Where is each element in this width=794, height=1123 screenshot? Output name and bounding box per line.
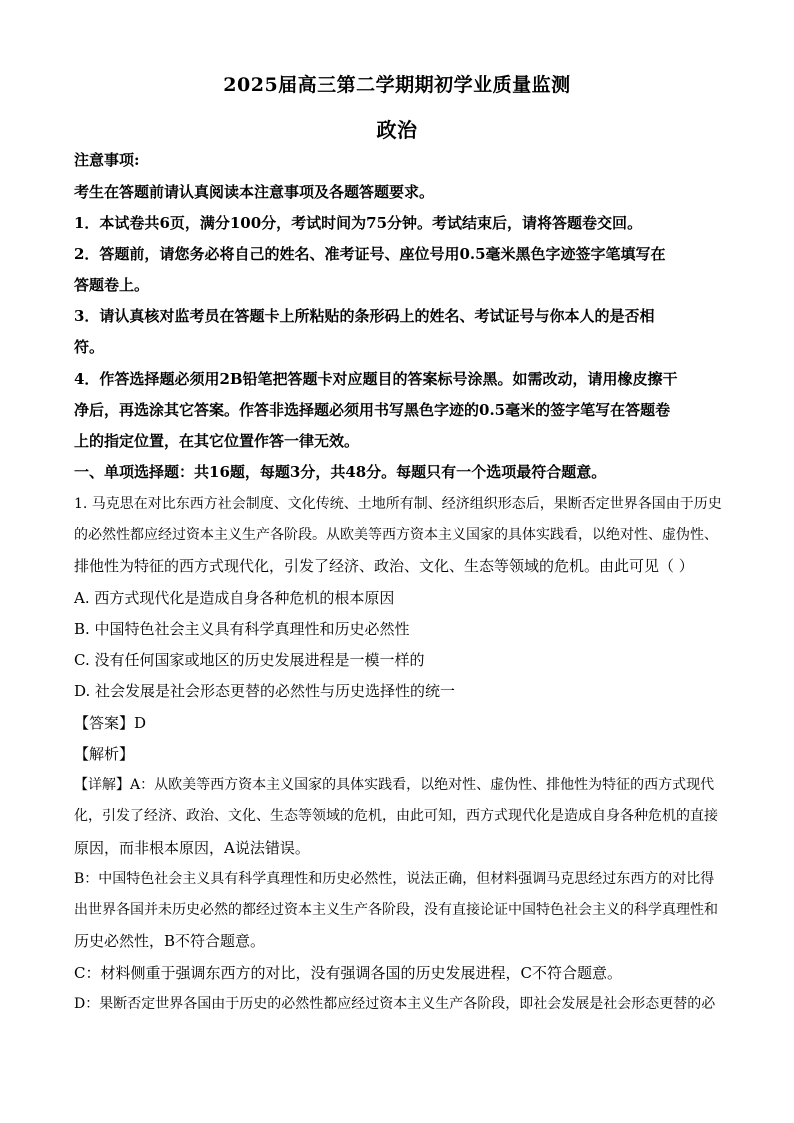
notice-item-2-line-2: 答题卷上。 [74,276,150,294]
detail-b-line-2: 出世界各国并未历史必然的都经过资本主义生产各阶段，没有直接论证中国特色社会主义的科学真理性和 [74,902,718,918]
notice-item-4-line-3: 上的指定位置，在其它位置作答一律无效。 [74,432,360,450]
option-c: C. 没有任何国家或地区的历史发展进程是一模一样的 [74,651,425,669]
notice-item-3-line-2: 符。 [74,338,105,356]
notice-intro: 考生在答题前请认真阅读本注意事项及各题答题要求。 [74,183,435,201]
question-1-stem-line-1: 1. 马克思在对比东西方社会制度、文化传统、土地所有制、经济组织形态后，果断否定世界各国由于历史 [74,496,722,512]
answer-label: 【答案】D [74,714,147,732]
notice-item-4-line-2: 净后，再选涂其它答案。作答非选择题必须用书写黑色字迹的0.5毫米的签字笔写在答题卷 [74,401,671,419]
detail-b-line-1: B：中国特色社会主义具有科学真理性和历史必然性，说法正确，但材料强调马克思经过东西方的对比得 [74,871,715,887]
notice-item-3-line-1: 3．请认真核对监考员在答题卡上所粘贴的条形码上的姓名、考试证号与你本人的是否相 [74,307,655,325]
option-a: A. 西方式现代化是造成自身各种危机的根本原因 [74,589,395,607]
subject-title: 政治 [376,118,418,142]
detail-d-line-1: D：果断否定世界各国由于历史的必然性都应经过资本主义生产各阶段，即社会发展是社会形态更替的必 [74,996,716,1012]
exam-title: 2025届高三第二学期期初学业质量监测 [223,74,571,96]
detail-c-line-1: C：材料侧重于强调东西方的对比，没有强调各国的历史发展进程，C不符合题意。 [74,964,622,982]
question-1-stem-line-2: 的必然性都应经过资本主义生产各阶段。从欧美等西方资本主义国家的具体实践看，以绝对性、虚伪性、 [74,527,718,543]
detail-a-line-2: 化，引发了经济、政治、文化、生态等领域的危机，由此可知，西方式现代化是造成自身各种危机的直接 [74,808,718,824]
detail-a-line-1: 【详解】A：从欧美等西方资本主义国家的具体实践看，以绝对性、虚伪性、排他性为特征的西方式现代 [74,777,715,793]
notice-heading: 注意事项: [74,151,140,169]
detail-b-line-3: 历史必然性，B不符合题意。 [74,932,266,950]
section-heading: 一、单项选择题：共16题，每题3分，共48分。每题只有一个选项最符合题意。 [74,463,607,481]
notice-item-1: 1．本试卷共6页，满分100分，考试时间为75分钟。考试结束后，请将答题卷交回。 [74,214,643,232]
notice-item-2-line-1: 2．答题前，请您务必将自己的姓名、准考证号、座位号用0.5毫米黑色字迹签字笔填写在 [74,245,666,263]
option-b: B. 中国特色社会主义具有科学真理性和历史必然性 [74,620,410,638]
notice-item-4-line-1: 4．作答选择题必须用2B铅笔把答题卡对应题目的答案标号涂黑。如需改动，请用橡皮擦干 [74,370,678,388]
option-d: D. 社会发展是社会形态更替的必然性与历史选择性的统一 [74,682,456,700]
detail-a-line-3: 原因，而非根本原因，A说法错误。 [74,839,310,857]
analysis-label: 【解析】 [74,745,135,763]
question-1-stem-line-3: 排他性为特征的西方式现代化，引发了经济、政治、文化、生态等领域的危机。由此可见（ ） [74,557,694,575]
